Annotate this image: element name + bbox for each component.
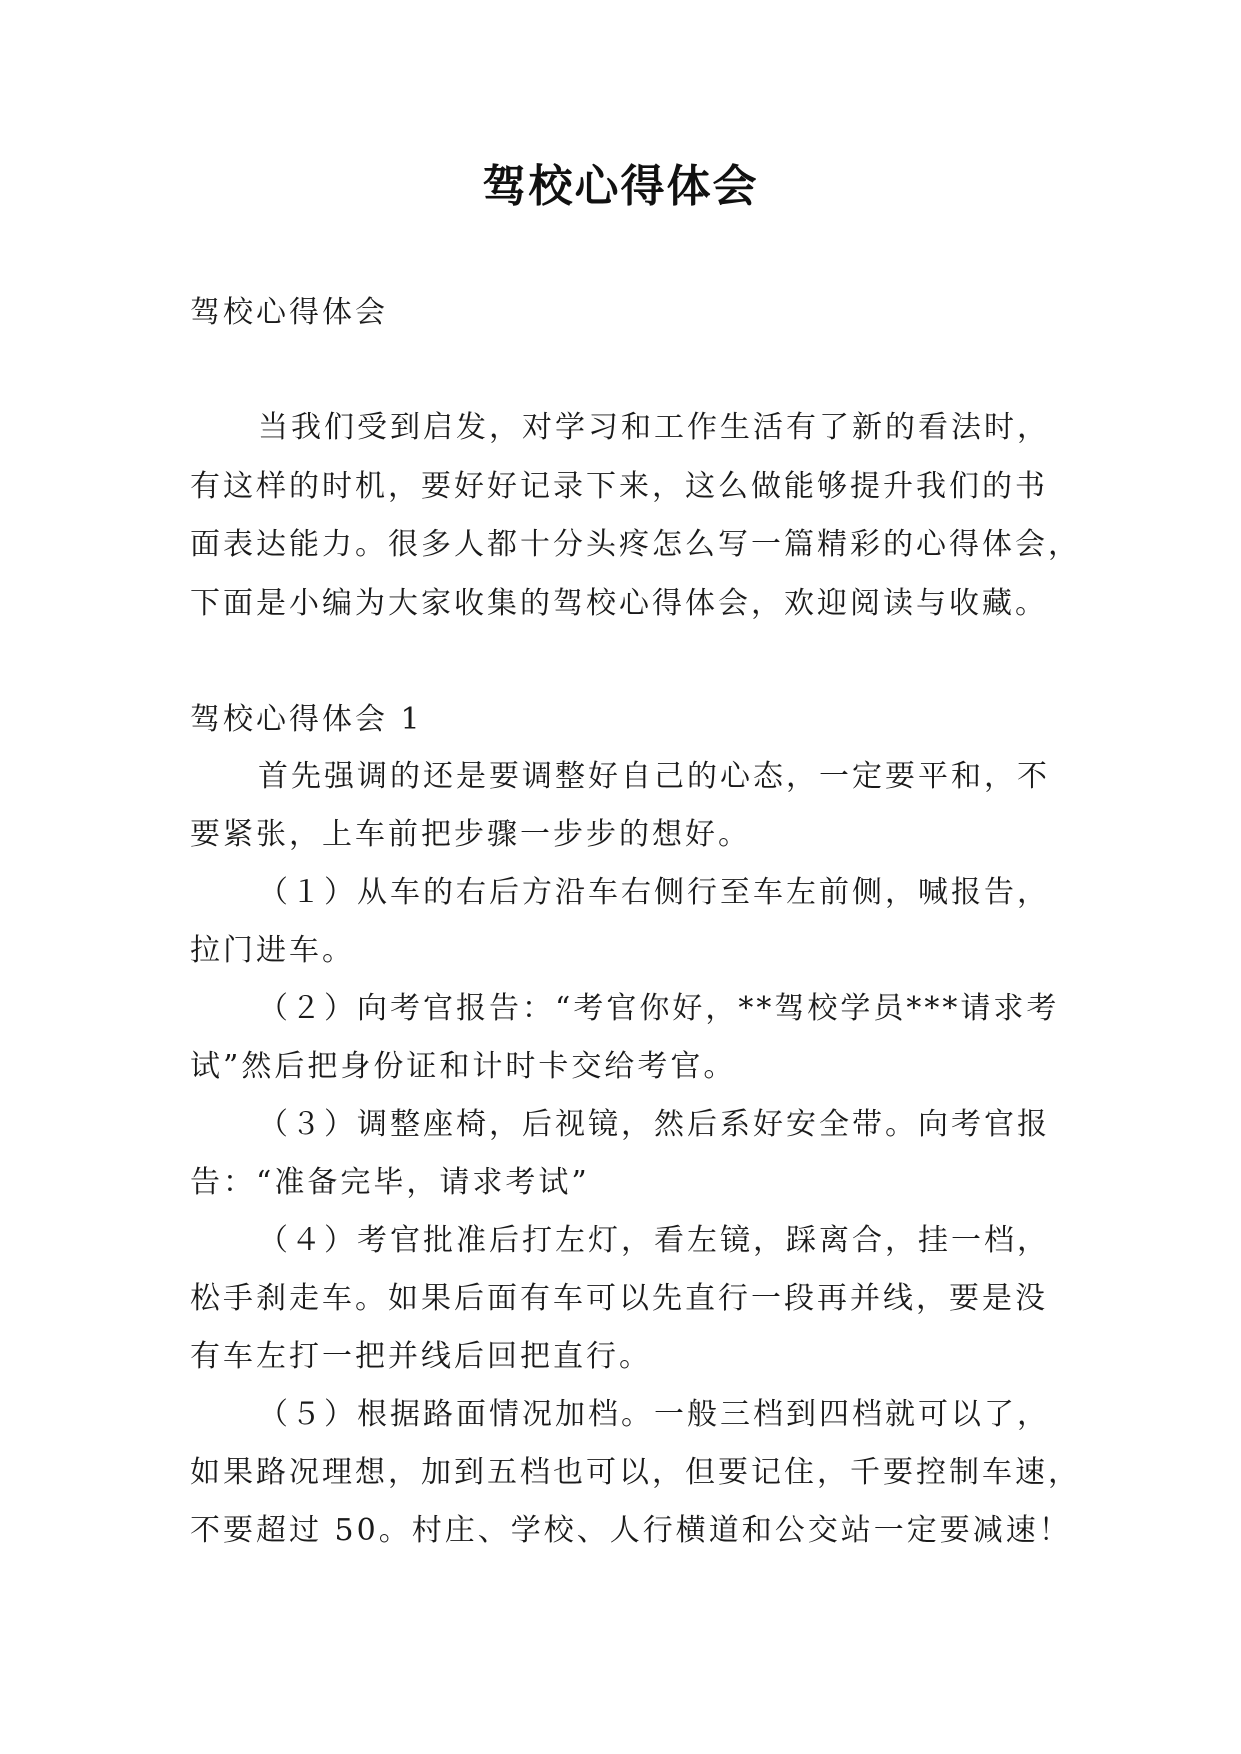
body-line: 首先强调的还是要调整好自己的心态，一定要平和，不 <box>258 759 1050 794</box>
body-line: （５）根据路面情况加档。一般三档到四档就可以了， <box>258 1397 1050 1432</box>
body-line: 要紧张，上车前把步骤一步步的想好。 <box>190 817 751 852</box>
body-line: 告：“准备完毕，请求考试” <box>190 1165 590 1200</box>
intro-line: 面表达能力。很多人都十分头疼怎么写一篇精彩的心得体会， <box>190 527 1081 562</box>
body-line: 拉门进车。 <box>190 933 355 968</box>
body-line: （２）向考官报告：“考官你好，**驾校学员***请求考 <box>258 991 1060 1026</box>
document-subtitle: 驾校心得体会 <box>190 295 388 330</box>
body-line: 松手刹走车。如果后面有车可以先直行一段再并线，要是没 <box>190 1281 1048 1316</box>
body-line: （３）调整座椅，后视镜，然后系好安全带。向考官报 <box>258 1107 1050 1142</box>
body-line: （１）从车的右后方沿车右侧行至车左前侧，喊报告， <box>258 875 1050 910</box>
body-line: 有车左打一把并线后回把直行。 <box>190 1339 652 1374</box>
intro-line: 下面是小编为大家收集的驾校心得体会，欢迎阅读与收藏。 <box>190 586 1048 621</box>
intro-line: 有这样的时机，要好好记录下来，这么做能够提升我们的书 <box>190 469 1048 504</box>
body-line: （４）考官批准后打左灯，看左镜，踩离合，挂一档， <box>258 1223 1050 1258</box>
body-line: 试”然后把身份证和计时卡交给考官。 <box>190 1049 737 1084</box>
section-heading: 驾校心得体会 1 <box>190 702 423 737</box>
body-line: 如果路况理想，加到五档也可以，但要记住，千要控制车速， <box>190 1455 1081 1490</box>
intro-line: 当我们受到启发，对学习和工作生活有了新的看法时， <box>258 410 1050 445</box>
document-title: 驾校心得体会 <box>482 161 759 212</box>
body-line: 不要超过 50。村庄、学校、人行横道和公交站一定要减速！ <box>190 1513 1072 1548</box>
